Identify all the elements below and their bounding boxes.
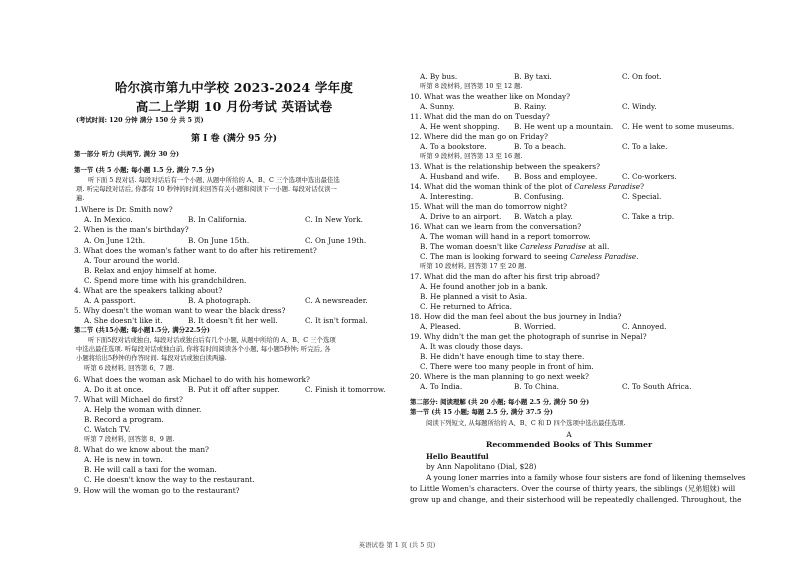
- section2-instructions: 小题将给出5秒钟的作答时间. 每段对话或独白读两遍.: [76, 354, 227, 362]
- question-6: 6. What does the woman ask Michael to do with his homework?: [74, 375, 310, 384]
- q18-option-a: A. Pleased.: [420, 322, 461, 331]
- book-author: by Ann Napolitano (Dial, $28): [426, 462, 537, 471]
- section2-instructions: 听下面5段对话或独白, 每段对话或独白后有几个小题, 从题中所给的 A、B、C 三个选项: [88, 336, 336, 344]
- q16b-book-title: Careless Paradise: [519, 242, 586, 251]
- q8-option-a: A. He is new in town.: [84, 455, 163, 464]
- q1-option-b: B. In California.: [188, 215, 247, 224]
- question-7: 7. What will Michael do first?: [74, 395, 183, 404]
- q10-option-c: C. Windy.: [622, 102, 657, 111]
- q9-option-a: A. By bus.: [420, 72, 458, 81]
- q2-option-a: A. On June 12th.: [84, 236, 146, 245]
- section1-instructions: 听下面 5 段对话. 每段对话后有一个小题, 从题中所给的 A、B、C 三个选项中选出最佳选: [88, 176, 340, 184]
- q17-option-c: C. He returned to Africa.: [420, 302, 512, 311]
- q5-option-c: C. It isn't formal.: [305, 316, 368, 325]
- book-title: Hello Beautiful: [426, 452, 489, 461]
- section1-heading: 第一节 (共 5 小题; 每小题 1.5 分, 满分 7.5 分): [74, 166, 215, 174]
- material-note-7: 听第 7 段材料, 回答第 8、9 题.: [84, 435, 175, 443]
- q19-option-a: A. It was cloudy those days.: [420, 342, 523, 351]
- q20-option-a: A. To India.: [420, 382, 463, 391]
- q4-option-a: A. A passport.: [84, 296, 136, 305]
- q14-option-b: B. Confusing.: [514, 192, 564, 201]
- q2-option-c: C. On June 19th.: [305, 236, 367, 245]
- q16c-text: C. The man is looking forward to seeing: [420, 252, 571, 261]
- q20-option-b: B. To China.: [514, 382, 559, 391]
- q13-option-c: C. Co-workers.: [622, 172, 677, 181]
- q16c-end: .: [636, 252, 639, 261]
- q10-option-b: B. Rainy.: [514, 102, 547, 111]
- q3-option-c: C. Spend more time with his grandchildren.: [84, 276, 247, 285]
- volume-heading: 第 I 卷 (满分 95 分): [191, 134, 277, 144]
- q16-option-b: [420, 242, 609, 251]
- q16b-end: at all.: [586, 242, 610, 251]
- q14-book-title: Careless Paradise: [574, 182, 641, 191]
- q14-end: ?: [640, 182, 645, 191]
- question-12: 12. Where did the man go on Friday?: [410, 132, 548, 141]
- page-footer: 英语试卷 第 1 页 (共 5 页): [358, 541, 436, 549]
- section2-instructions: 中选出最佳选项. 听每段对话或独白前, 你将有时间阅读各个小题, 每小题5秒钟; 听完后, 各: [76, 345, 331, 353]
- q7-option-c: C. Watch TV.: [84, 425, 131, 434]
- q2-option-b: B. On June 15th.: [188, 236, 250, 245]
- q13-option-b: B. Boss and employee.: [514, 172, 598, 181]
- q5-option-b: B. It doesn't fit her well.: [188, 316, 278, 325]
- material-note-9: 听第 9 段材料, 回答第 13 至 16 题.: [420, 152, 523, 160]
- q15-option-a: A. Drive to an airport.: [420, 212, 502, 221]
- q19-option-c: C. There were too many people in front of him.: [420, 362, 594, 371]
- question-16: 16. What can we learn from the conversation?: [410, 222, 582, 231]
- question-1: 1.Where is Dr. Smith now?: [74, 205, 173, 214]
- section1-instructions: 遍.: [76, 194, 85, 202]
- q11-option-b: B. He went up a mountain.: [514, 122, 614, 131]
- question-18: 18. How did the man feel about the bus journey in India?: [410, 312, 622, 321]
- q16c-book-title: Careless Paradise: [570, 252, 637, 261]
- q18-option-c: C. Annoyed.: [622, 322, 667, 331]
- section2-heading: 第二节 (共15小题; 每小题1.5分, 满分22.5分): [74, 326, 210, 334]
- q17-option-b: B. He planned a visit to Asia.: [420, 292, 528, 301]
- q8-option-b: B. He will call a taxi for the woman.: [84, 465, 217, 474]
- question-8: 8. What do we know about the man?: [74, 445, 209, 454]
- question-2: 2. When is the man's birthday?: [74, 225, 189, 234]
- question-11: 11. What did the man do on Tuesday?: [410, 112, 550, 121]
- passage-letter: A: [566, 430, 572, 439]
- question-19: 19. Why didn't the man get the photograph of sunrise in Nepal?: [410, 332, 647, 341]
- q7-option-b: B. Record a program.: [84, 415, 164, 424]
- q11-option-c: C. He went to some museums.: [622, 122, 735, 131]
- book-description: to Little Women's characters. Over the course of thirty years, the siblings (兄弟姐妹) will: [410, 484, 736, 493]
- q17-option-a: A. He found another job in a bank.: [420, 282, 548, 291]
- question-13: 13. What is the relationship between the speakers?: [410, 162, 601, 171]
- q8-option-c: C. He doesn't know the way to the restaurant.: [84, 475, 255, 484]
- part2-instructions: 阅读下列短文, 从每题所给的 A、B、C 和 D 四个选项中选出最佳选项.: [426, 419, 626, 427]
- q16b-text: B. The woman doesn't like: [420, 242, 520, 251]
- q13-option-a: A. Husband and wife.: [420, 172, 500, 181]
- question-9: 9. How will the woman go to the restaurant?: [74, 486, 240, 495]
- exam-title-line2: 高二上学期 10 月份考试 英语试卷: [135, 99, 333, 114]
- exam-info: (考试时间: 120 分钟 满分 150 分 共 5 页): [76, 116, 204, 124]
- q9-option-c: C. On foot.: [622, 72, 662, 81]
- question-4: 4. What are the speakers talking about?: [74, 286, 223, 295]
- q12-option-b: B. To a beach.: [514, 142, 567, 151]
- q5-option-a: A. She doesn't like it.: [84, 316, 163, 325]
- q4-option-c: C. A newsreader.: [305, 296, 368, 305]
- q11-option-a: A. He went shopping.: [420, 122, 500, 131]
- material-note-8: 听第 8 段材料, 回答第 10 至 12 题.: [420, 82, 523, 90]
- question-20: 20. Where is the man planning to go next week?: [410, 372, 589, 381]
- q3-option-a: A. Tour around the world.: [84, 256, 180, 265]
- passage-title: Recommended Books of This Summer: [485, 440, 653, 449]
- question-14: [410, 182, 644, 191]
- q14-option-a: A. Interesting.: [420, 192, 474, 201]
- q6-option-a: A. Do it at once.: [84, 385, 144, 394]
- q14-option-c: C. Special.: [622, 192, 662, 201]
- q1-option-a: A. In Mexico.: [84, 215, 133, 224]
- question-15: 15. What will the man do tomorrow night?: [410, 202, 568, 211]
- q1-option-c: C. In New York.: [305, 215, 363, 224]
- q6-option-c: C. Finish it tomorrow.: [305, 385, 386, 394]
- book-description: grow up and change, and their sisterhood will be repeatedly challenged. Throughout, the: [410, 495, 742, 504]
- q20-option-c: C. To South Africa.: [622, 382, 692, 391]
- q15-option-c: C. Take a trip.: [622, 212, 675, 221]
- material-note-10: 听第 10 段材料, 回答第 17 至 20 题.: [420, 262, 527, 270]
- section1-instructions: 项. 听完每段对话后, 你都有 10 秒钟的时间来回答有关小题和阅读下一小题. 每段对话仅读一: [76, 185, 337, 193]
- q9-option-b: B. By taxi.: [514, 72, 552, 81]
- q16-option-c: [420, 252, 639, 261]
- q7-option-a: A. Help the woman with dinner.: [84, 405, 202, 414]
- q15-option-b: B. Watch a play.: [514, 212, 573, 221]
- part2-section1-heading: 第一节 (共 15 小题; 每题 2.5 分, 满分 37.5 分): [410, 408, 553, 416]
- book-description: A young loner marries into a family whose four sisters are fond of likening themselves: [426, 473, 746, 482]
- q16-option-a: A. The woman will hand in a report tomorrow.: [420, 232, 591, 241]
- question-17: 17. What did the man do after his first trip abroad?: [410, 272, 600, 281]
- q12-option-a: A. To a bookstore.: [420, 142, 487, 151]
- question-10: 10. What was the weather like on Monday?: [410, 92, 571, 101]
- q6-option-b: B. Put it off after supper.: [188, 385, 280, 394]
- q14-text: 14. What did the woman think of the plot of: [410, 182, 575, 191]
- q4-option-b: B. A photograph.: [188, 296, 251, 305]
- part1-heading: 第一部分 听力 (共两节, 满分 30 分): [74, 150, 179, 158]
- q10-option-a: A. Sunny.: [420, 102, 455, 111]
- q3-option-b: B. Relax and enjoy himself at home.: [84, 266, 217, 275]
- q18-option-b: B. Worried.: [514, 322, 557, 331]
- q19-option-b: B. He didn't have enough time to stay there.: [420, 352, 585, 361]
- question-3: 3. What does the woman's father want to do after his retirement?: [74, 246, 317, 255]
- part2-heading: 第二部分: 阅读理解 (共 20 小题; 每小题 2.5 分, 满分 50 分): [410, 398, 590, 406]
- question-5: 5. Why doesn't the woman want to wear the black dress?: [74, 306, 286, 315]
- q12-option-c: C. To a lake.: [622, 142, 668, 151]
- material-note-6: 听第 6 段材料, 回答第 6、7 题.: [84, 364, 175, 372]
- exam-title-line1: 哈尔滨市第九中学校 2023-2024 学年度: [114, 80, 354, 95]
